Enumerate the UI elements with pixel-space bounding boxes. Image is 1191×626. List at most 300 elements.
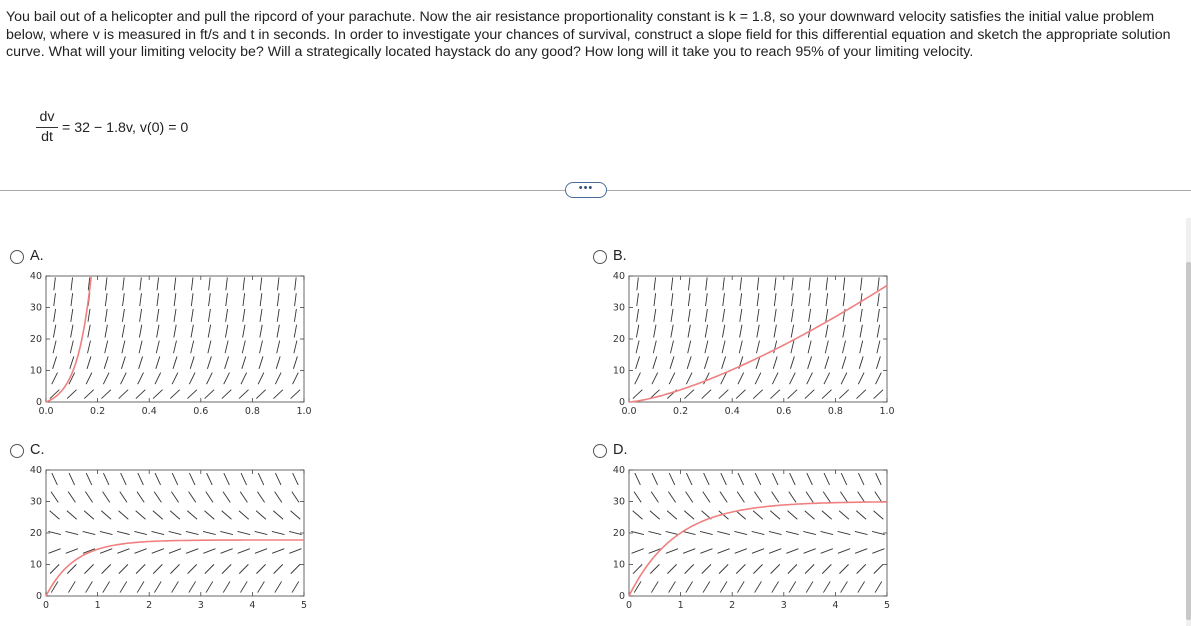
slope-segment <box>243 293 245 306</box>
slope-segment <box>876 356 880 368</box>
slope-segment <box>841 581 848 592</box>
slope-segment <box>86 373 92 385</box>
slope-segment <box>669 373 675 385</box>
slope-segment <box>860 325 862 338</box>
slope-segment <box>825 341 828 354</box>
slope-segment <box>294 325 296 338</box>
slope-segment <box>636 341 639 354</box>
slope-segment <box>826 277 827 290</box>
slope-segment <box>753 511 763 520</box>
slope-segment <box>757 325 759 338</box>
slope-segment <box>635 473 641 485</box>
slope-segment <box>688 341 691 354</box>
slope-segment <box>838 531 851 534</box>
slope-segment <box>671 341 674 354</box>
slope-segment <box>669 581 676 592</box>
option-b-label: B. <box>613 248 627 264</box>
slope-segment <box>207 373 213 385</box>
slope-segment <box>821 549 833 554</box>
slope-segment <box>186 549 198 554</box>
radio-button-c[interactable] <box>10 444 24 458</box>
slope-segment <box>225 341 228 354</box>
slope-segment <box>157 293 159 306</box>
slope-segment <box>121 356 125 368</box>
slope-segment <box>237 531 250 534</box>
slope-segment <box>292 492 299 503</box>
slope-segment <box>53 325 55 338</box>
slope-segment <box>155 373 161 385</box>
slope-segment <box>225 356 229 368</box>
slope-segment <box>772 581 779 592</box>
slope-segment <box>86 581 93 592</box>
slope-segment <box>683 531 696 534</box>
y-tick-label: 40 <box>29 271 42 282</box>
slope-segment <box>256 564 265 573</box>
slope-segment <box>788 390 797 399</box>
slope-segment <box>824 373 830 385</box>
slope-segment <box>220 531 233 534</box>
slope-segment <box>668 492 675 503</box>
slope-segment <box>738 473 744 485</box>
x-tick-label: 4 <box>832 600 839 611</box>
slope-segment <box>754 492 761 503</box>
slope-segment <box>702 564 711 573</box>
slope-segment <box>225 325 227 338</box>
slope-segment <box>633 511 643 520</box>
slope-segment <box>291 564 300 573</box>
slope-segment <box>136 564 145 573</box>
slope-segment <box>878 293 880 306</box>
slope-segment <box>772 373 778 385</box>
slope-segment <box>841 473 847 485</box>
slope-segment <box>843 325 845 338</box>
slope-segment <box>688 293 690 306</box>
y-tick-label: 40 <box>612 271 625 282</box>
slope-segment <box>769 549 781 554</box>
slope-segment <box>295 277 296 290</box>
slope-segment <box>856 390 865 399</box>
slope-segment <box>87 356 91 368</box>
slope-segment <box>806 581 813 592</box>
slope-segment <box>172 581 179 592</box>
slope-segment <box>259 356 263 368</box>
slope-segment <box>843 277 844 290</box>
slope-segment <box>855 531 868 534</box>
slope-segment <box>134 531 147 534</box>
slope-segment <box>68 492 75 503</box>
slope-segment <box>154 581 161 592</box>
slope-segment <box>877 325 879 338</box>
slope-segment <box>88 309 90 322</box>
plot-frame <box>46 276 304 402</box>
slope-field-plot-a <box>10 270 310 432</box>
slope-segment <box>174 341 177 354</box>
slope-segment <box>203 549 215 554</box>
slope-segment <box>774 309 776 322</box>
slope-segment <box>651 492 658 503</box>
slope-segment <box>723 277 724 290</box>
slope-segment <box>292 581 299 592</box>
slope-segment <box>157 309 159 322</box>
slope-segment <box>189 373 195 385</box>
x-tick-label: 5 <box>300 600 308 611</box>
slope-segment <box>667 564 676 573</box>
slope-segment <box>635 373 641 385</box>
slope-segment <box>275 373 281 385</box>
x-tick-label: 1.0 <box>296 406 312 417</box>
y-tick-label: 20 <box>29 528 42 539</box>
slope-segment <box>840 492 847 503</box>
y-tick-label: 10 <box>612 559 625 571</box>
slope-segment <box>277 277 278 290</box>
slope-segment <box>874 511 884 520</box>
slope-segment <box>875 581 882 592</box>
slope-segment <box>651 581 658 592</box>
slope-segment <box>826 309 828 322</box>
slope-segment <box>757 277 758 290</box>
slope-segment <box>719 564 728 573</box>
slope-segment <box>807 373 813 385</box>
slope-segment <box>843 341 846 354</box>
slope-segment <box>769 531 782 534</box>
slope-segment <box>157 325 159 338</box>
slope-segment <box>683 549 695 554</box>
slope-segment <box>841 373 847 385</box>
plot-frame <box>629 276 887 402</box>
slope-segment <box>53 341 56 354</box>
slope-segment <box>808 356 812 368</box>
radio-button-b[interactable] <box>593 250 607 264</box>
slope-segment <box>878 277 879 290</box>
slope-segment <box>753 564 762 573</box>
slope-segment <box>786 549 798 554</box>
slope-segment <box>51 492 58 503</box>
slope-segment <box>206 492 213 503</box>
y-tick-label: 0 <box>35 397 42 408</box>
slope-segment <box>277 325 279 338</box>
slope-segment <box>105 341 108 354</box>
slope-segment <box>275 492 282 503</box>
slope-segment <box>774 293 776 306</box>
slope-segment <box>155 473 161 485</box>
slope-segment <box>242 356 246 368</box>
x-tick-label: 0.2 <box>673 406 689 417</box>
slope-segment <box>171 492 178 503</box>
slope-segment <box>207 473 213 485</box>
slope-segment <box>843 293 845 306</box>
slope-segment <box>685 564 694 573</box>
slope-segment <box>820 531 833 534</box>
slope-segment <box>293 356 297 368</box>
slope-segment <box>136 390 145 399</box>
slope-segment <box>805 390 814 399</box>
y-tick-label: 0 <box>35 591 42 602</box>
slope-segment <box>652 473 658 485</box>
more-button[interactable]: ••• <box>565 182 607 198</box>
slope-segment <box>221 549 233 554</box>
slope-segment <box>686 373 692 385</box>
slope-segment <box>736 564 745 573</box>
slope-segment <box>289 531 302 534</box>
x-tick-label: 1.0 <box>879 406 895 417</box>
slope-segment <box>822 564 831 573</box>
slope-segment <box>804 549 816 554</box>
slope-segment <box>686 581 693 592</box>
slope-segment <box>872 531 885 534</box>
slope-segment <box>105 277 106 290</box>
slope-segment <box>858 473 864 485</box>
slope-segment <box>53 356 57 368</box>
slope-segment <box>88 341 91 354</box>
slope-segment <box>260 277 261 290</box>
slope-segment <box>242 341 245 354</box>
slope-segment <box>117 549 129 554</box>
slope-segment <box>860 293 862 306</box>
slope-segment <box>735 549 747 554</box>
slope-segment <box>273 511 283 520</box>
slope-segment <box>824 473 830 485</box>
x-tick-label: 1 <box>94 600 101 611</box>
y-tick-label: 0 <box>618 397 625 408</box>
slope-segment <box>860 277 861 290</box>
x-tick-label: 0.6 <box>776 406 792 417</box>
slope-segment <box>105 309 107 322</box>
slope-segment <box>71 309 73 322</box>
slope-segment <box>738 373 744 385</box>
slope-segment <box>208 341 211 354</box>
slope-segment <box>700 549 712 554</box>
slope-segment <box>826 325 828 338</box>
slope-segment <box>858 492 865 503</box>
slope-segment <box>190 356 194 368</box>
slope-segment <box>120 492 127 503</box>
slope-segment <box>755 581 762 592</box>
slope-segment <box>241 473 247 485</box>
x-tick-label: 3 <box>197 600 204 611</box>
slope-segment <box>260 293 262 306</box>
slope-segment <box>276 356 280 368</box>
slope-segment <box>771 564 780 573</box>
slope-segment <box>822 390 831 399</box>
x-tick-label: 0.8 <box>827 406 843 417</box>
slope-segment <box>722 356 726 368</box>
slope-segment <box>240 581 247 592</box>
slope-segment <box>671 325 673 338</box>
slope-segment <box>258 581 265 592</box>
slope-segment <box>740 325 742 338</box>
slope-segment <box>54 309 56 322</box>
y-tick-label: 10 <box>29 365 42 377</box>
slope-segment <box>174 309 176 322</box>
slope-segment <box>652 373 658 385</box>
slope-segment <box>100 531 113 534</box>
slope-segment <box>222 564 231 573</box>
slope-segment <box>736 390 745 399</box>
slope-segment <box>291 511 301 520</box>
slope-segment <box>669 473 675 485</box>
slope-segment <box>151 531 164 534</box>
slope-segment <box>71 277 72 290</box>
slope-segment <box>788 511 798 520</box>
y-tick-label: 0 <box>618 591 625 602</box>
slope-segment <box>121 373 127 385</box>
x-tick-label: 5 <box>883 600 891 611</box>
slope-segment <box>826 293 828 306</box>
slope-segment <box>189 581 196 592</box>
fraction-numerator: dv <box>39 109 55 125</box>
x-tick-label: 2 <box>729 600 736 611</box>
slope-segment <box>289 549 301 554</box>
slope-segment <box>755 473 761 485</box>
slope-segment <box>631 531 644 534</box>
slope-segment <box>752 549 764 554</box>
slope-segment <box>791 309 793 322</box>
fraction-bar <box>36 127 58 128</box>
slope-segment <box>293 473 299 485</box>
slope-segment <box>654 277 655 290</box>
slope-segment <box>671 277 672 290</box>
slope-segment <box>839 564 848 573</box>
slope-segment <box>153 390 162 399</box>
slope-segment <box>876 473 882 485</box>
slope-segment <box>243 325 245 338</box>
slope-segment <box>737 492 744 503</box>
slope-segment <box>260 309 262 322</box>
radio-button-a[interactable] <box>10 250 24 264</box>
slope-segment <box>671 293 673 306</box>
option-a-label: A. <box>30 248 44 264</box>
slope-segment <box>205 511 215 520</box>
slope-segment <box>789 581 796 592</box>
x-tick-label: 0.0 <box>621 406 637 417</box>
slope-segment <box>86 473 92 485</box>
slope-segment <box>842 356 846 368</box>
slope-segment <box>121 473 127 485</box>
slope-segment <box>774 277 775 290</box>
slope-segment <box>636 356 640 368</box>
slope-segment <box>88 325 90 338</box>
slope-segment <box>721 473 727 485</box>
slope-segment <box>860 341 863 354</box>
slope-segment <box>191 341 194 354</box>
slope-segment <box>152 549 164 554</box>
x-tick-label: 0.6 <box>193 406 209 417</box>
slope-segment <box>789 492 796 503</box>
y-tick-label: 40 <box>29 465 42 476</box>
slope-segment <box>117 531 130 534</box>
slope-segment <box>792 277 793 290</box>
slope-segment <box>102 564 111 573</box>
slope-segment <box>723 293 725 306</box>
slope-segment <box>809 293 811 306</box>
slope-segment <box>275 473 281 485</box>
slope-segment <box>704 373 710 385</box>
slope-segment <box>243 277 244 290</box>
slope-segment <box>876 373 882 385</box>
x-tick-label: 3 <box>780 600 787 611</box>
slope-segment <box>239 390 248 399</box>
slope-segment <box>637 293 639 306</box>
slope-segment <box>207 356 211 368</box>
slope-segment <box>704 356 708 368</box>
slope-segment <box>123 277 124 290</box>
slope-segment <box>740 277 741 290</box>
slope-segment <box>805 564 814 573</box>
slope-segment <box>277 293 279 306</box>
slope-field-plot-c <box>10 464 310 626</box>
slope-segment <box>189 492 196 503</box>
x-tick-label: 0.2 <box>90 406 106 417</box>
slope-segment <box>66 549 78 554</box>
slope-segment <box>720 581 727 592</box>
slope-segment <box>239 564 248 573</box>
slope-segment <box>718 549 730 554</box>
slope-segment <box>104 356 108 368</box>
y-tick-label: 40 <box>612 465 625 476</box>
slope-segment <box>68 581 75 592</box>
slope-segment <box>654 325 656 338</box>
slope-segment <box>773 356 777 368</box>
slope-segment <box>205 564 214 573</box>
slope-segment <box>170 511 180 520</box>
slope-segment <box>52 373 58 385</box>
slope-segment <box>70 341 73 354</box>
slope-segment <box>671 309 673 322</box>
slope-segment <box>739 341 742 354</box>
question-text: You bail out of a helicopter and pull the ripcord of your parachute. Now the air resistance proportionality constant is k = 1.8, so your downward velocity satisfies the initial value problem below, where v is measured in ft/s and t in seconds. In order to investigate your chances of survival, construct a slope field for this differential equation and sketch the appropriate solution curve. What will your limiting velocity be? Will a strategically located haystack do any good? How long will it take you to reach 95% of your limiting velocity. <box>6 9 1171 61</box>
slope-segment <box>860 309 862 322</box>
slope-segment <box>737 581 744 592</box>
slope-segment <box>208 309 210 322</box>
slope-segment <box>101 390 110 399</box>
slope-segment <box>806 492 813 503</box>
slope-segment <box>138 373 144 385</box>
slope-segment <box>722 341 725 354</box>
radio-button-d[interactable] <box>593 444 607 458</box>
slope-segment <box>633 564 642 573</box>
scrollbar-thumb[interactable] <box>1186 262 1191 620</box>
slope-segment <box>103 473 109 485</box>
slope-segment <box>857 564 866 573</box>
slope-segment <box>275 581 282 592</box>
slope-segment <box>260 325 262 338</box>
slope-segment <box>823 492 830 503</box>
x-tick-label: 0.0 <box>38 406 54 417</box>
slope-segment <box>294 309 296 322</box>
slope-segment <box>273 390 282 399</box>
slope-segment <box>243 309 245 322</box>
slope-segment <box>170 564 179 573</box>
slope-segment <box>71 325 73 338</box>
slope-segment <box>240 492 247 503</box>
slope-segment <box>140 277 141 290</box>
slope-segment <box>50 511 60 520</box>
slope-segment <box>636 325 638 338</box>
slope-segment <box>670 356 674 368</box>
slope-segment <box>136 511 146 520</box>
slope-segment <box>717 531 730 534</box>
slope-segment <box>187 390 196 399</box>
slope-segment <box>277 309 279 322</box>
slope-segment <box>169 531 182 534</box>
slope-segment <box>808 341 811 354</box>
slope-segment <box>859 356 863 368</box>
slope-segment <box>839 390 848 399</box>
slope-segment <box>706 293 708 306</box>
slope-segment <box>203 531 216 534</box>
slope-segment <box>650 511 660 520</box>
slope-segment <box>239 511 249 520</box>
